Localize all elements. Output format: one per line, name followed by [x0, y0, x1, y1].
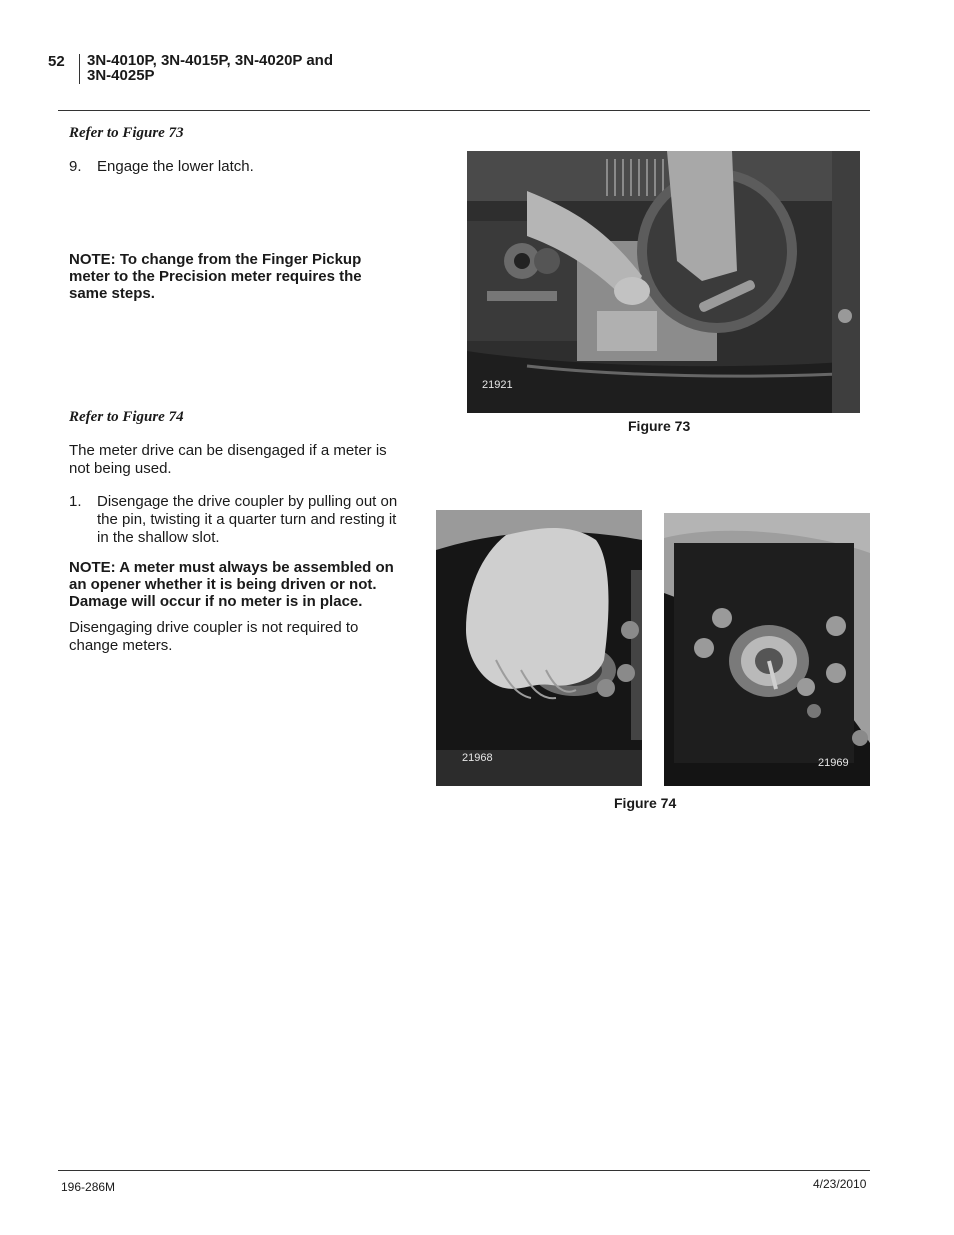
intro-paragraph: [69, 442, 387, 478]
document-title: [87, 53, 333, 83]
step-9-number: 9.: [69, 158, 82, 175]
document-title-line-2: 3N-4025P: [87, 67, 155, 84]
doc-number: 196-286M: [61, 1180, 116, 1194]
document-title-line-1: 3N-4010P, 3N-4015P, 3N-4020P and: [87, 52, 333, 69]
figure-74-left-photo-id: 21968: [462, 752, 493, 764]
step-1: [69, 493, 397, 547]
note-line: Damage will occur if no meter is in place.: [69, 593, 363, 610]
closing-line: change meters.: [69, 637, 173, 654]
footer-rule: [58, 1170, 870, 1171]
header-separator: [79, 54, 80, 84]
note-line: NOTE: To change from the Finger Pickup: [69, 251, 362, 268]
step-1-line: the pin, twisting it a quarter turn and resting it: [97, 511, 397, 528]
note-finger-pickup: [69, 251, 362, 302]
step-9: [69, 158, 254, 176]
figure-74-right-photo-id: 21969: [818, 757, 849, 769]
refer-figure-73: Refer to Figure 73: [69, 125, 184, 141]
step-9-text: Engage the lower latch.: [97, 158, 254, 175]
closing-line: Disengaging drive coupler is not required to: [69, 619, 359, 636]
figure-73-photo: [467, 151, 860, 413]
revision-date: 4/23/2010: [813, 1177, 867, 1191]
note-line: same steps.: [69, 285, 155, 302]
intro-line: The meter drive can be disengaged if a meter is: [69, 442, 387, 459]
figure-74-right-photo: [664, 513, 870, 786]
closing-paragraph: [69, 619, 358, 655]
figure-74-left-photo: [436, 510, 642, 786]
refer-figure-74: Refer to Figure 74: [69, 409, 184, 425]
intro-line: not being used.: [69, 460, 172, 477]
step-1-line: Disengage the drive coupler by pulling out on: [97, 493, 398, 510]
note-meter-required: [69, 559, 394, 610]
figure-73-photo-id: 21921: [482, 379, 513, 391]
step-1-line: in the shallow slot.: [97, 529, 220, 546]
page-number: 52: [48, 53, 65, 70]
header-rule: [58, 110, 870, 111]
note-line: NOTE: A meter must always be assembled on: [69, 559, 394, 576]
figure-74-caption: Figure 74: [614, 795, 677, 811]
figure-73-caption: Figure 73: [628, 418, 691, 434]
note-line: an opener whether it is being driven or not.: [69, 576, 377, 593]
step-1-number: 1.: [69, 493, 82, 510]
note-line: meter to the Precision meter requires the: [69, 268, 362, 285]
